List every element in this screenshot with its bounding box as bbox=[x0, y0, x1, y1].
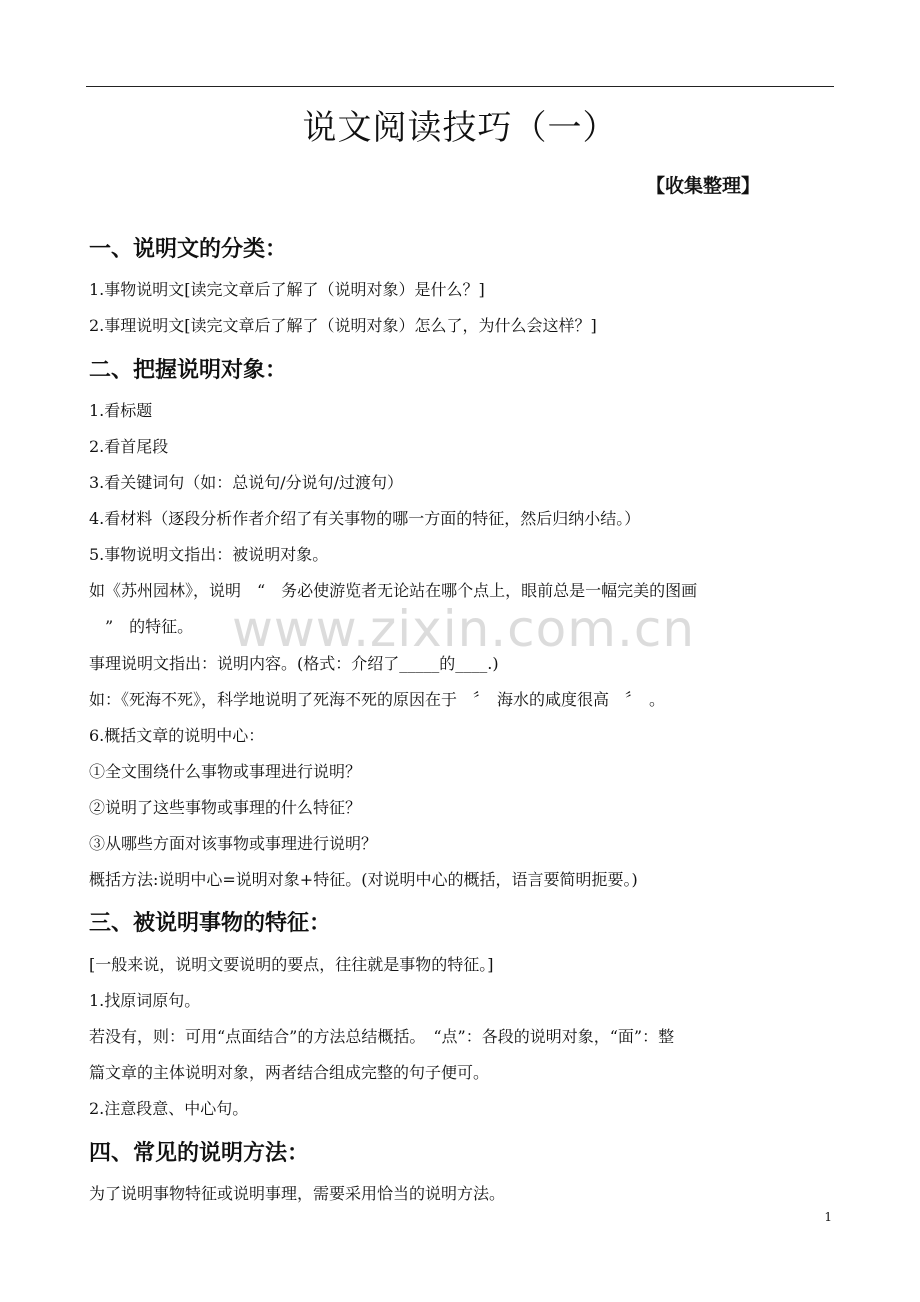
section-heading-3: 三、被说明事物的特征： bbox=[89, 911, 332, 936]
header-rule bbox=[86, 86, 834, 87]
section-heading-4: 四、常见的说明方法： bbox=[89, 1141, 310, 1166]
body-line: 1.看标题 bbox=[89, 401, 153, 420]
section-heading-1: 一、说明文的分类： bbox=[89, 237, 288, 262]
body-line: 如：《死海不死》，科学地说明了死海不死的原因在于 〞 海水的咸度很高 〞 。 bbox=[89, 690, 666, 709]
body-line: 1.找原词原句。 bbox=[89, 991, 201, 1010]
body-line: 2.看首尾段 bbox=[89, 437, 169, 456]
body-line: 概括方法:说明中心=说明对象+特征。(对说明中心的概括，语言要简明扼要。) bbox=[89, 870, 638, 889]
page-title: 说文阅读技巧（一） bbox=[302, 108, 618, 148]
body-line: 4.看材料（逐段分析作者介绍了有关事物的哪一方面的特征，然后归纳小结。） bbox=[89, 509, 641, 528]
body-line: ①全文围绕什么事物或事理进行说明？ bbox=[89, 762, 362, 781]
watermark: www.zixin.com.cn bbox=[232, 600, 696, 658]
section-heading-2: 二、把握说明对象： bbox=[89, 358, 288, 383]
body-line: 2.注意段意、中心句。 bbox=[89, 1099, 249, 1118]
body-line: 事理说明文指出：说明内容。(格式：介绍了_____的____.) bbox=[89, 654, 499, 673]
body-line: ②说明了这些事物或事理的什么特征？ bbox=[89, 798, 362, 817]
body-line: [一般来说，说明文要说明的要点，往往就是事物的特征。] bbox=[89, 955, 494, 974]
body-line: ③从哪些方面对该事物或事理进行说明？ bbox=[89, 834, 378, 853]
body-line: 3.看关键词句（如：总说句/分说句/过渡句） bbox=[89, 473, 404, 492]
page-number: 1 bbox=[824, 1210, 832, 1224]
body-line: 2.事理说明文[读完文章后了解了（说明对象）怎么了，为什么会这样？] bbox=[89, 316, 597, 335]
body-line: 如《苏州园林》，说明 “ 务必使游览者无论站在哪个点上，眼前总是一幅完美的图画 bbox=[89, 581, 698, 600]
body-line: 为了说明事物特征或说明事理，需要采用恰当的说明方法。 bbox=[89, 1184, 506, 1203]
body-line: 5.事物说明文指出：被说明对象。 bbox=[89, 545, 329, 564]
body-line: 若没有，则：可用“点面结合”的方法总结概括。 “点”：各段的说明对象，“面”：整 bbox=[89, 1027, 675, 1046]
body-line: 6.概括文章的说明中心： bbox=[89, 726, 265, 745]
body-line: 1.事物说明文[读完文章后了解了（说明对象）是什么？] bbox=[89, 280, 485, 299]
body-line: 篇文章的主体说明对象，两者结合组成完整的句子便可。 bbox=[89, 1063, 490, 1082]
body-line: ” 的特征。 bbox=[89, 617, 194, 636]
collect-label: 【收集整理】 bbox=[645, 175, 760, 197]
